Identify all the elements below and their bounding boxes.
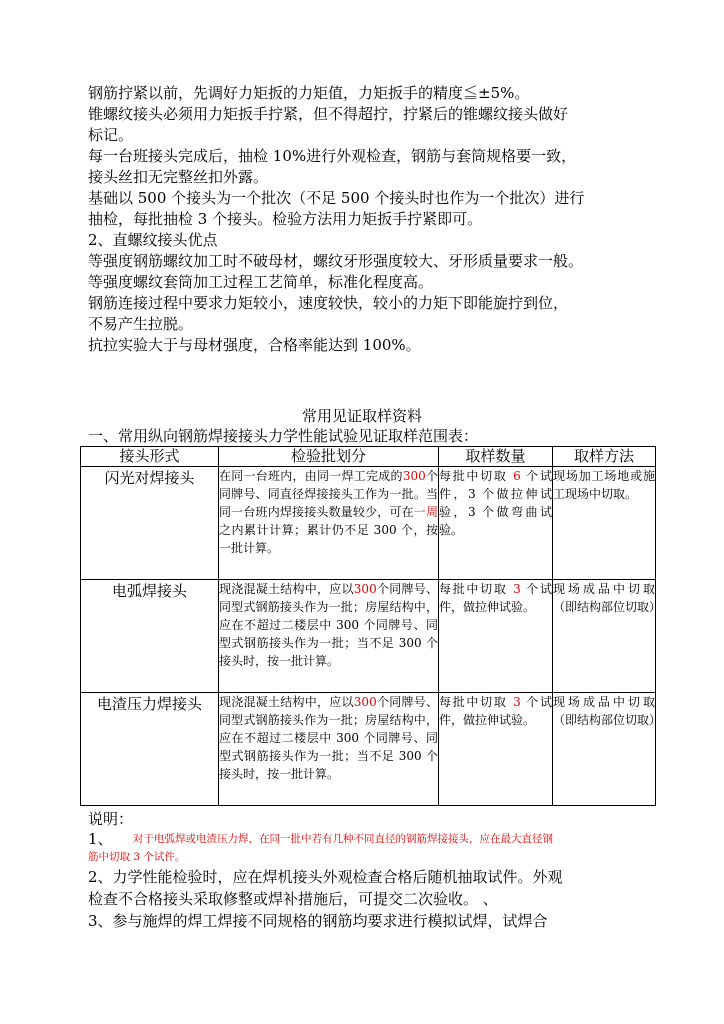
qty-text: 每批中切取	[439, 582, 508, 596]
qty-text: 每批中切取	[439, 695, 508, 709]
batch-text: 现浇混凝土结构中，应以	[219, 695, 354, 709]
qty-count: 3	[513, 695, 521, 709]
table-row	[81, 580, 656, 693]
sample-quantity-cell	[439, 693, 553, 806]
batch-text: 个同牌号、同型式钢筋接头作为一批；房屋结构中，应在不超过二楼层中 300 个同牌号、同型式钢筋接头作为一批；当不足 300 个接头时，按一批计算。	[219, 582, 438, 668]
table-row	[81, 467, 656, 580]
header-batch-division: 检验批划分	[219, 447, 439, 467]
intro-line-5: 接头丝扣无完整丝扣外露。	[88, 168, 269, 186]
intro-line-3: 标记。	[88, 126, 134, 144]
sample-method-cell: 现场成品中切取（即结构部位切取）	[553, 693, 656, 806]
header-sample-method: 取样方法	[553, 447, 656, 467]
section-subtitle: 一、常用纵向钢筋焊接接头力学性能试验见证取样范围表：	[88, 427, 479, 445]
batch-count: 300	[353, 695, 377, 709]
intro-line-12: 不易产生拉脱。	[88, 315, 194, 333]
joint-type-cell: 闪光对焊接头	[81, 467, 219, 580]
intro-line-11: 钢筋连接过程中要求力矩较小，速度较快，较小的力矩下即能旋拧到位，	[88, 294, 569, 312]
batch-count: 300	[402, 469, 426, 483]
qty-count: 6	[513, 469, 521, 483]
header-joint-type: 接头形式	[81, 447, 219, 467]
batch-division-cell	[219, 580, 439, 693]
batch-text: 个同牌号、同型式钢筋接头作为一批；房屋结构中，应在不超过二楼层中 300 个同牌号、同型式钢筋接头作为一批；当不足 300 个接头时，按一批计算。	[219, 695, 438, 781]
qty-count: 3	[513, 582, 521, 596]
section-heading-advantages: 2、直螺纹接头优点	[88, 231, 218, 249]
note-2-line-1: 2、力学性能检验时，应在焊机接头外观检查合格后随机抽取试件。外观	[88, 868, 563, 886]
note-1-line-2: 筋中切取 3 个试件。	[88, 851, 186, 863]
batch-text: 个同牌号、同直径焊接接头工作为一批。当同一台班内焊接接头数量较少，可在	[219, 469, 438, 519]
joint-type-cell: 电渣压力焊接头	[81, 693, 219, 806]
table-row	[81, 693, 656, 806]
intro-line-6: 基础以 500 个接头为一个批次（不足 500 个接头时也作为一个批次）进行	[88, 189, 585, 207]
intro-line-2: 锥螺纹接头必须用力矩扳手拧紧，但不得超拧，拧紧后的锥螺纹接头做好	[88, 105, 569, 123]
batch-text: 现浇混凝土结构中，应以	[219, 582, 354, 596]
sample-method-cell: 现场加工场地或施工现场中切取。	[553, 467, 656, 580]
section-title: 常用见证取样资料	[301, 407, 422, 425]
intro-line-10: 等强度螺纹套筒加工过程工艺简单，标准化程度高。	[88, 273, 434, 291]
note-2-line-2: 检查不合格接头采取修整或焊补措施后，可提交二次验收。 、	[88, 890, 498, 908]
intro-line-13: 抗拉实验大于与母材强度，合格率能达到 100%。	[88, 336, 421, 354]
batch-division-cell	[219, 467, 439, 580]
note-1-number: 1、	[88, 830, 113, 848]
note-3-line-1: 3、参与施焊的焊工焊接不同规格的钢筋均要求进行模拟试焊，试焊合	[88, 912, 548, 930]
note-1-line-1: 对于电弧焊或电渣压力焊，在同一批中若有几种不同直径的钢筋焊接接头，应在最大直径钢	[133, 833, 553, 845]
batch-text: 在同一台班内，由同一焊工完成的	[219, 469, 403, 483]
joint-type-cell: 电弧焊接头	[81, 580, 219, 693]
qty-text: 每批中切取	[439, 469, 508, 483]
qty-text: 个试件，做拉伸试验。	[439, 695, 552, 727]
qty-text: 个试件，做拉伸试验。	[439, 582, 552, 614]
intro-line-9: 等强度钢筋螺纹加工时不破母材，螺纹牙形强度较大、牙形质量要求一般。	[88, 252, 584, 270]
batch-division-cell	[219, 693, 439, 806]
batch-count: 300	[353, 582, 377, 596]
batch-text: 之内累计计算；累计仍不足 300 个，按一批计算。	[219, 523, 438, 555]
table-header-row	[81, 447, 656, 467]
intro-line-4: 每一台班接头完成后，抽检 10%进行外观检查，钢筋与套筒规格要一致，	[88, 147, 577, 165]
sampling-table	[80, 446, 662, 806]
header-sample-quantity: 取样数量	[439, 447, 553, 467]
batch-period: 一周	[413, 505, 438, 519]
sample-method-cell: 现场成品中切取（即结构部位切取）	[553, 580, 656, 693]
notes-label: 说明：	[88, 810, 134, 828]
intro-line-7: 抽检，每批抽检 3 个接头。检验方法用力矩扳手拧紧即可。	[88, 210, 483, 228]
intro-line-1: 钢筋拧紧以前，先调好力矩扳的力矩值，力矩扳手的精度≦±5%。	[88, 84, 530, 102]
qty-text: 个试件，3 个做拉伸试验，3 个做弯曲试验。	[439, 469, 552, 537]
sample-quantity-cell	[439, 580, 553, 693]
sample-quantity-cell	[439, 467, 553, 580]
